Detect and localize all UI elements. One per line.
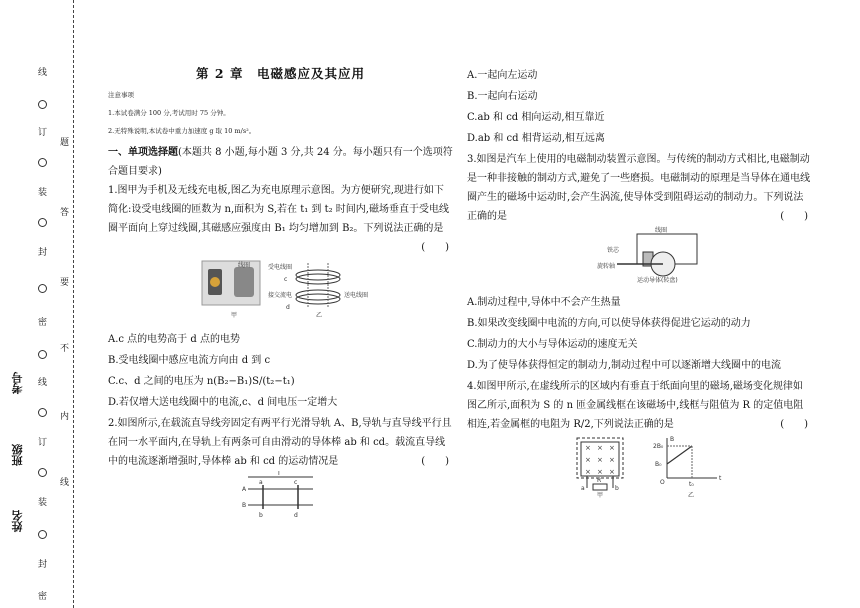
svg-text:×: × — [609, 468, 615, 476]
fig-label-I: I — [278, 471, 280, 477]
q1-figure — [108, 257, 453, 321]
fig-label-jia: 甲 — [231, 312, 238, 319]
fig-label-taxis: t — [719, 475, 722, 482]
svg-text:×: × — [597, 468, 603, 476]
seal-circle — [38, 100, 47, 109]
fig-label-core: 铁芯 — [607, 247, 620, 254]
q2-figure — [108, 471, 453, 521]
fig-label-Baxis: B — [670, 436, 675, 443]
fig-label-yi: 乙 — [316, 312, 323, 319]
seal-char: 订 — [38, 128, 48, 138]
q2-option-a: A.一起向左运动 — [467, 70, 538, 81]
notice-char: 不 — [60, 344, 70, 354]
svg-text:×: × — [609, 456, 615, 464]
fig-label-yi4: 乙 — [688, 492, 695, 498]
seal-char: 线 — [38, 68, 48, 78]
exam-number-label: 考号 — [11, 372, 24, 394]
fig-label-A: A — [242, 486, 247, 493]
fig-label-shaft: 旋转轴 — [597, 263, 616, 270]
fig-label-a4: a — [581, 485, 585, 492]
fig-label-c: c — [284, 276, 288, 283]
q2-option-b: B.一起向右运动 — [467, 91, 538, 102]
fig-label-jia4: 甲 — [597, 492, 604, 498]
question-2-stem: 2.如图所示,在载流直导线旁固定有两平行光滑导轨 A、B,导轨与直导线平行且在同一水平面内,在导轨上有两条可自由滑动的导体棒 ab 和 cd。载流直导线中的电流逐渐增强时,导体棒 ab 和 cd 的运动情况是 ( ) — [108, 418, 452, 467]
fig-label-d: d — [286, 304, 290, 311]
page-title: 第 2 章 电磁感应及其应用 — [196, 66, 365, 81]
fig-label-send: 送电线圈 — [344, 292, 369, 299]
q3-figure — [467, 226, 812, 284]
fig-label-B: B — [242, 502, 247, 509]
svg-text:×: × — [585, 468, 591, 476]
seal-line — [73, 0, 74, 608]
fig-label-recv: 受电线圈 — [268, 264, 293, 271]
section-heading: 一、单项选择题(本题共 8 小题,每小题 3 分,共 24 分。每小题只有一个选项符合题目要求) — [108, 147, 453, 177]
coil-icon — [210, 277, 220, 287]
binding-gutter — [0, 0, 80, 608]
fig-label-b4: b — [615, 485, 619, 492]
q1-option-a: A.c 点的电势高于 d 点的电势 — [108, 334, 240, 345]
notice-char: 内 — [60, 412, 70, 422]
q1-option-d: D.若仅增大送电线圈中的电流,c、d 间电压一定增大 — [108, 397, 338, 408]
right-column — [467, 64, 812, 505]
q4-figure — [467, 434, 812, 498]
notice-char: 线 — [60, 478, 70, 488]
q3-option-d: D.为了使导体获得恒定的制动力,制动过程中可以逐渐增大线圈中的电流 — [467, 360, 782, 371]
left-column — [108, 64, 453, 528]
seal-char: 封 — [38, 248, 48, 258]
question-1-stem: 1.图甲为手机及无线充电板,图乙为充电原理示意图。为方便研究,现进行如下简化:设受电线圈的匝数为 n,面积为 S,若在 t₁ 到 t₂ 时间内,磁场垂直于受电线圈平面向上穿过线圈,其磁感应强度由 B₁ 均匀增加到 B₂。下列说法正确的是 ( ) — [108, 185, 449, 253]
seal-circle — [38, 158, 47, 167]
notice-char: 题 — [60, 138, 70, 148]
q3-option-b: B.如果改变线圈中电流的方向,可以使导体获得促进它运动的动力 — [467, 318, 751, 329]
seal-char: 密 — [38, 318, 48, 328]
fig-label-B0: B₀ — [655, 461, 662, 468]
seal-char: 装 — [38, 498, 48, 508]
q1-option-c: C.c、d 之间的电压为 n(B₂−B₁)S/(t₂−t₁) — [108, 376, 295, 387]
fig-label-b: b — [259, 512, 263, 519]
class-label: 班级 — [11, 444, 24, 466]
q3-option-c: C.制动力的大小与导体运动的速度无关 — [467, 339, 638, 350]
resistor — [593, 484, 607, 490]
fig-label-coil: 线圈 — [237, 262, 251, 269]
fig-label-O: O — [660, 479, 665, 486]
fig-label-t0: t₀ — [689, 481, 694, 488]
name-label: 姓名 — [11, 510, 24, 532]
q2-option-d: D.ab 和 cd 相背运动,相互远离 — [467, 133, 605, 144]
svg-text:×: × — [585, 456, 591, 464]
seal-char: 封 — [38, 560, 48, 570]
fig-label-a: a — [259, 479, 263, 486]
seal-circle — [38, 408, 47, 417]
notice-char: 答 — [60, 208, 70, 218]
fig-label-c2: c — [294, 479, 298, 486]
notes-item: 2.无特殊说明,本试卷中重力加速度 g 取 10 m/s²。 — [108, 127, 256, 135]
q1-option-b: B.受电线圈中感应电流方向由 d 到 c — [108, 355, 271, 366]
seal-circle — [38, 468, 47, 477]
seal-char: 订 — [38, 438, 48, 448]
seal-circle — [38, 350, 47, 359]
q2-option-c: C.ab 和 cd 相向运动,相互靠近 — [467, 112, 605, 123]
fig-label-d2: d — [294, 512, 298, 519]
seal-circle — [38, 218, 47, 227]
fig-label-dc: 接交流电 — [268, 292, 293, 299]
svg-text:×: × — [609, 444, 615, 452]
seal-circle — [38, 530, 47, 539]
svg-text:×: × — [585, 444, 591, 452]
seal-char: 装 — [38, 188, 48, 198]
seal-char: 密 — [38, 592, 48, 602]
seal-circle — [38, 284, 47, 293]
b-line — [667, 446, 692, 464]
notes-heading: 注意事项 — [108, 91, 134, 99]
fig-label-2B0: 2B₀ — [653, 443, 664, 450]
fig-label-R: R — [597, 477, 602, 484]
notice-char: 要 — [60, 278, 70, 288]
question-3-stem: 3.如图是汽车上使用的电磁制动装置示意图。与传统的制动方式相比,电磁制动是一种非接触的制动方式,避免了一些磨损。电磁制动的原理是当导体在通电线圈产生的磁场中运动时,会产生涡流,使导体受到阻碍运动的制动力。下列说法正确的是 ( ) — [467, 154, 811, 222]
q3-option-a: A.制动过程中,导体中不会产生热量 — [467, 297, 621, 308]
svg-text:×: × — [597, 444, 603, 452]
question-4-stem: 4.如图甲所示,在虚线所示的区域内有垂直于纸面向里的磁场,磁场变化规律如图乙所示,面积为 S 的 n 匝金属线框在该磁场中,线框与阻值为 R 的定值电阻相连,若金属框的电阻为 R/2,下列说法正确的是 ( ) — [467, 381, 808, 430]
notes — [108, 89, 453, 137]
fig-label-coil3: 线圈 — [655, 227, 668, 234]
svg-text:×: × — [597, 456, 603, 464]
seal-char: 线 — [38, 378, 48, 388]
notes-item: 1.本试卷满分 100 分,考试用时 75 分钟。 — [108, 109, 230, 117]
fig-label-disk: 运动导体(转盘) — [637, 277, 678, 284]
